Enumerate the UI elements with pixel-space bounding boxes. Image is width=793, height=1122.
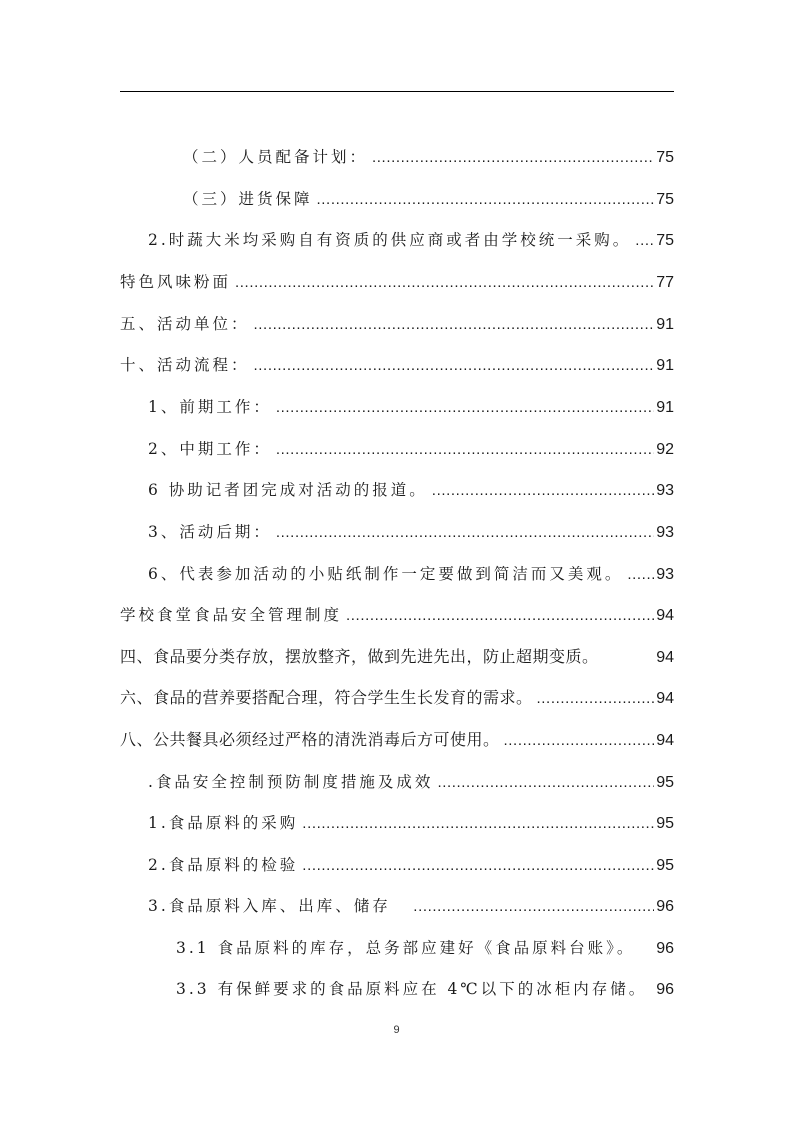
- toc-entry-page: 93: [656, 482, 674, 499]
- toc-entry-page: 93: [656, 524, 674, 541]
- toc-entry[interactable]: [148, 395, 674, 419]
- toc-entry[interactable]: [148, 894, 674, 918]
- toc-entry-title: 五、活动单位：: [120, 315, 250, 333]
- toc-entry-page: 92: [656, 441, 674, 458]
- toc-entry-title: 四、食品要分类存放，摆放整齐，做到先进先出，防止超期变质。: [120, 647, 599, 666]
- toc-dot-leader: [437, 771, 654, 795]
- toc-dot-leader: [276, 396, 654, 420]
- toc-entry-title: 3.食品原料入库、出库、储存: [148, 897, 410, 915]
- toc-entry[interactable]: [120, 645, 674, 669]
- toc-entry-title: 2.时蔬大米均采购自有资质的供应商或者由学校统一采购。: [148, 231, 632, 249]
- toc-entry[interactable]: [148, 437, 674, 461]
- toc-dot-leader: [302, 854, 654, 878]
- header-rule: [120, 91, 674, 92]
- toc-entry-title: 3、活动后期：: [148, 523, 272, 541]
- page-number: 9: [393, 1024, 400, 1036]
- toc-dot-leader: [413, 895, 654, 919]
- toc-entry-title: 6、代表参加活动的小贴纸制作一定要做到简洁而又美观。: [148, 565, 624, 583]
- toc-entry-title: 2、中期工作：: [148, 440, 272, 458]
- toc-entry[interactable]: [183, 145, 674, 169]
- toc-entry-page: 93: [656, 566, 674, 583]
- toc-entry-page: 91: [656, 316, 674, 333]
- toc-entry[interactable]: [120, 728, 674, 752]
- toc-dot-leader: [537, 687, 655, 711]
- toc-entry-page: 95: [656, 774, 674, 791]
- toc-entry-title: （三）进货保障: [183, 190, 313, 208]
- toc-entry[interactable]: [148, 562, 674, 586]
- toc-entry-page: 94: [656, 649, 674, 666]
- toc-entry[interactable]: [120, 603, 674, 627]
- toc-entry[interactable]: [148, 853, 674, 877]
- toc-entry-title: 学校食堂食品安全管理制度: [120, 606, 343, 624]
- toc-entry-page: 77: [656, 274, 674, 291]
- toc-entry-page: 96: [656, 898, 674, 915]
- toc-dot-leader: [627, 563, 654, 587]
- toc-dot-leader: [235, 271, 654, 295]
- toc-entry-page: 91: [656, 399, 674, 416]
- toc-entry-page: 75: [656, 232, 674, 249]
- toc-entry-title: .食品安全控制预防制度措施及成效: [148, 773, 434, 791]
- toc-dot-leader: [254, 354, 655, 378]
- toc-entry-title: 3.3 有保鲜要求的食品原料应在 4℃以下的冰柜内存储。: [176, 980, 648, 998]
- toc-dot-leader: [346, 604, 654, 628]
- toc-entry-title: 1、前期工作：: [148, 398, 272, 416]
- toc-entry[interactable]: [120, 312, 674, 336]
- toc-entry-title: 特色风味粉面: [120, 273, 232, 291]
- toc-dot-leader: [254, 313, 655, 337]
- toc-entry[interactable]: [176, 977, 674, 1001]
- toc-dot-leader: [276, 521, 654, 545]
- toc-dot-leader: [317, 188, 655, 212]
- toc-entry-page: 95: [656, 857, 674, 874]
- toc-entry-title: 3.1 食品原料的库存，总务部应建好《食品原料台账》。: [176, 939, 636, 957]
- toc-dot-leader: [372, 146, 654, 170]
- toc-entry[interactable]: [183, 187, 674, 211]
- toc-entry-page: 75: [656, 191, 674, 208]
- toc-dot-leader: [432, 479, 654, 503]
- toc-entry-title: 1.食品原料的采购: [148, 814, 299, 832]
- toc-entry-title: 2.食品原料的检验: [148, 856, 299, 874]
- toc-entry[interactable]: [176, 936, 674, 960]
- toc-entry-title: 六、食品的营养要搭配合理，符合学生生长发育的需求。: [120, 688, 533, 707]
- toc-entry[interactable]: [120, 270, 674, 294]
- toc-dot-leader: [302, 812, 654, 836]
- toc-entry[interactable]: [148, 228, 674, 252]
- toc-entry-page: 75: [656, 149, 674, 166]
- toc-entry-page: 91: [656, 357, 674, 374]
- toc-entry[interactable]: [148, 478, 674, 502]
- toc-entry-page: 94: [656, 732, 674, 749]
- toc-entry-title: 6 协助记者团完成对活动的报道。: [148, 481, 428, 499]
- toc-entry-title: 十、活动流程：: [120, 356, 250, 374]
- toc-entry[interactable]: [120, 353, 674, 377]
- toc-entry-page: 95: [656, 815, 674, 832]
- toc-entry[interactable]: [148, 811, 674, 835]
- toc-dot-leader: [635, 229, 654, 253]
- toc-entry[interactable]: [120, 686, 674, 710]
- toc-entry-page: 94: [656, 690, 674, 707]
- toc-entry-page: 96: [656, 981, 674, 998]
- toc-dot-leader: [504, 729, 655, 753]
- toc-entry[interactable]: [148, 520, 674, 544]
- toc-entry-title: 八、公共餐具必须经过严格的清洗消毒后方可使用。: [120, 730, 500, 749]
- toc-entry-title: （二）人员配备计划：: [183, 148, 369, 166]
- toc-entry-page: 94: [656, 607, 674, 624]
- toc-entry[interactable]: [148, 770, 674, 794]
- toc-dot-leader: [276, 438, 654, 462]
- toc-entry-page: 96: [656, 940, 674, 957]
